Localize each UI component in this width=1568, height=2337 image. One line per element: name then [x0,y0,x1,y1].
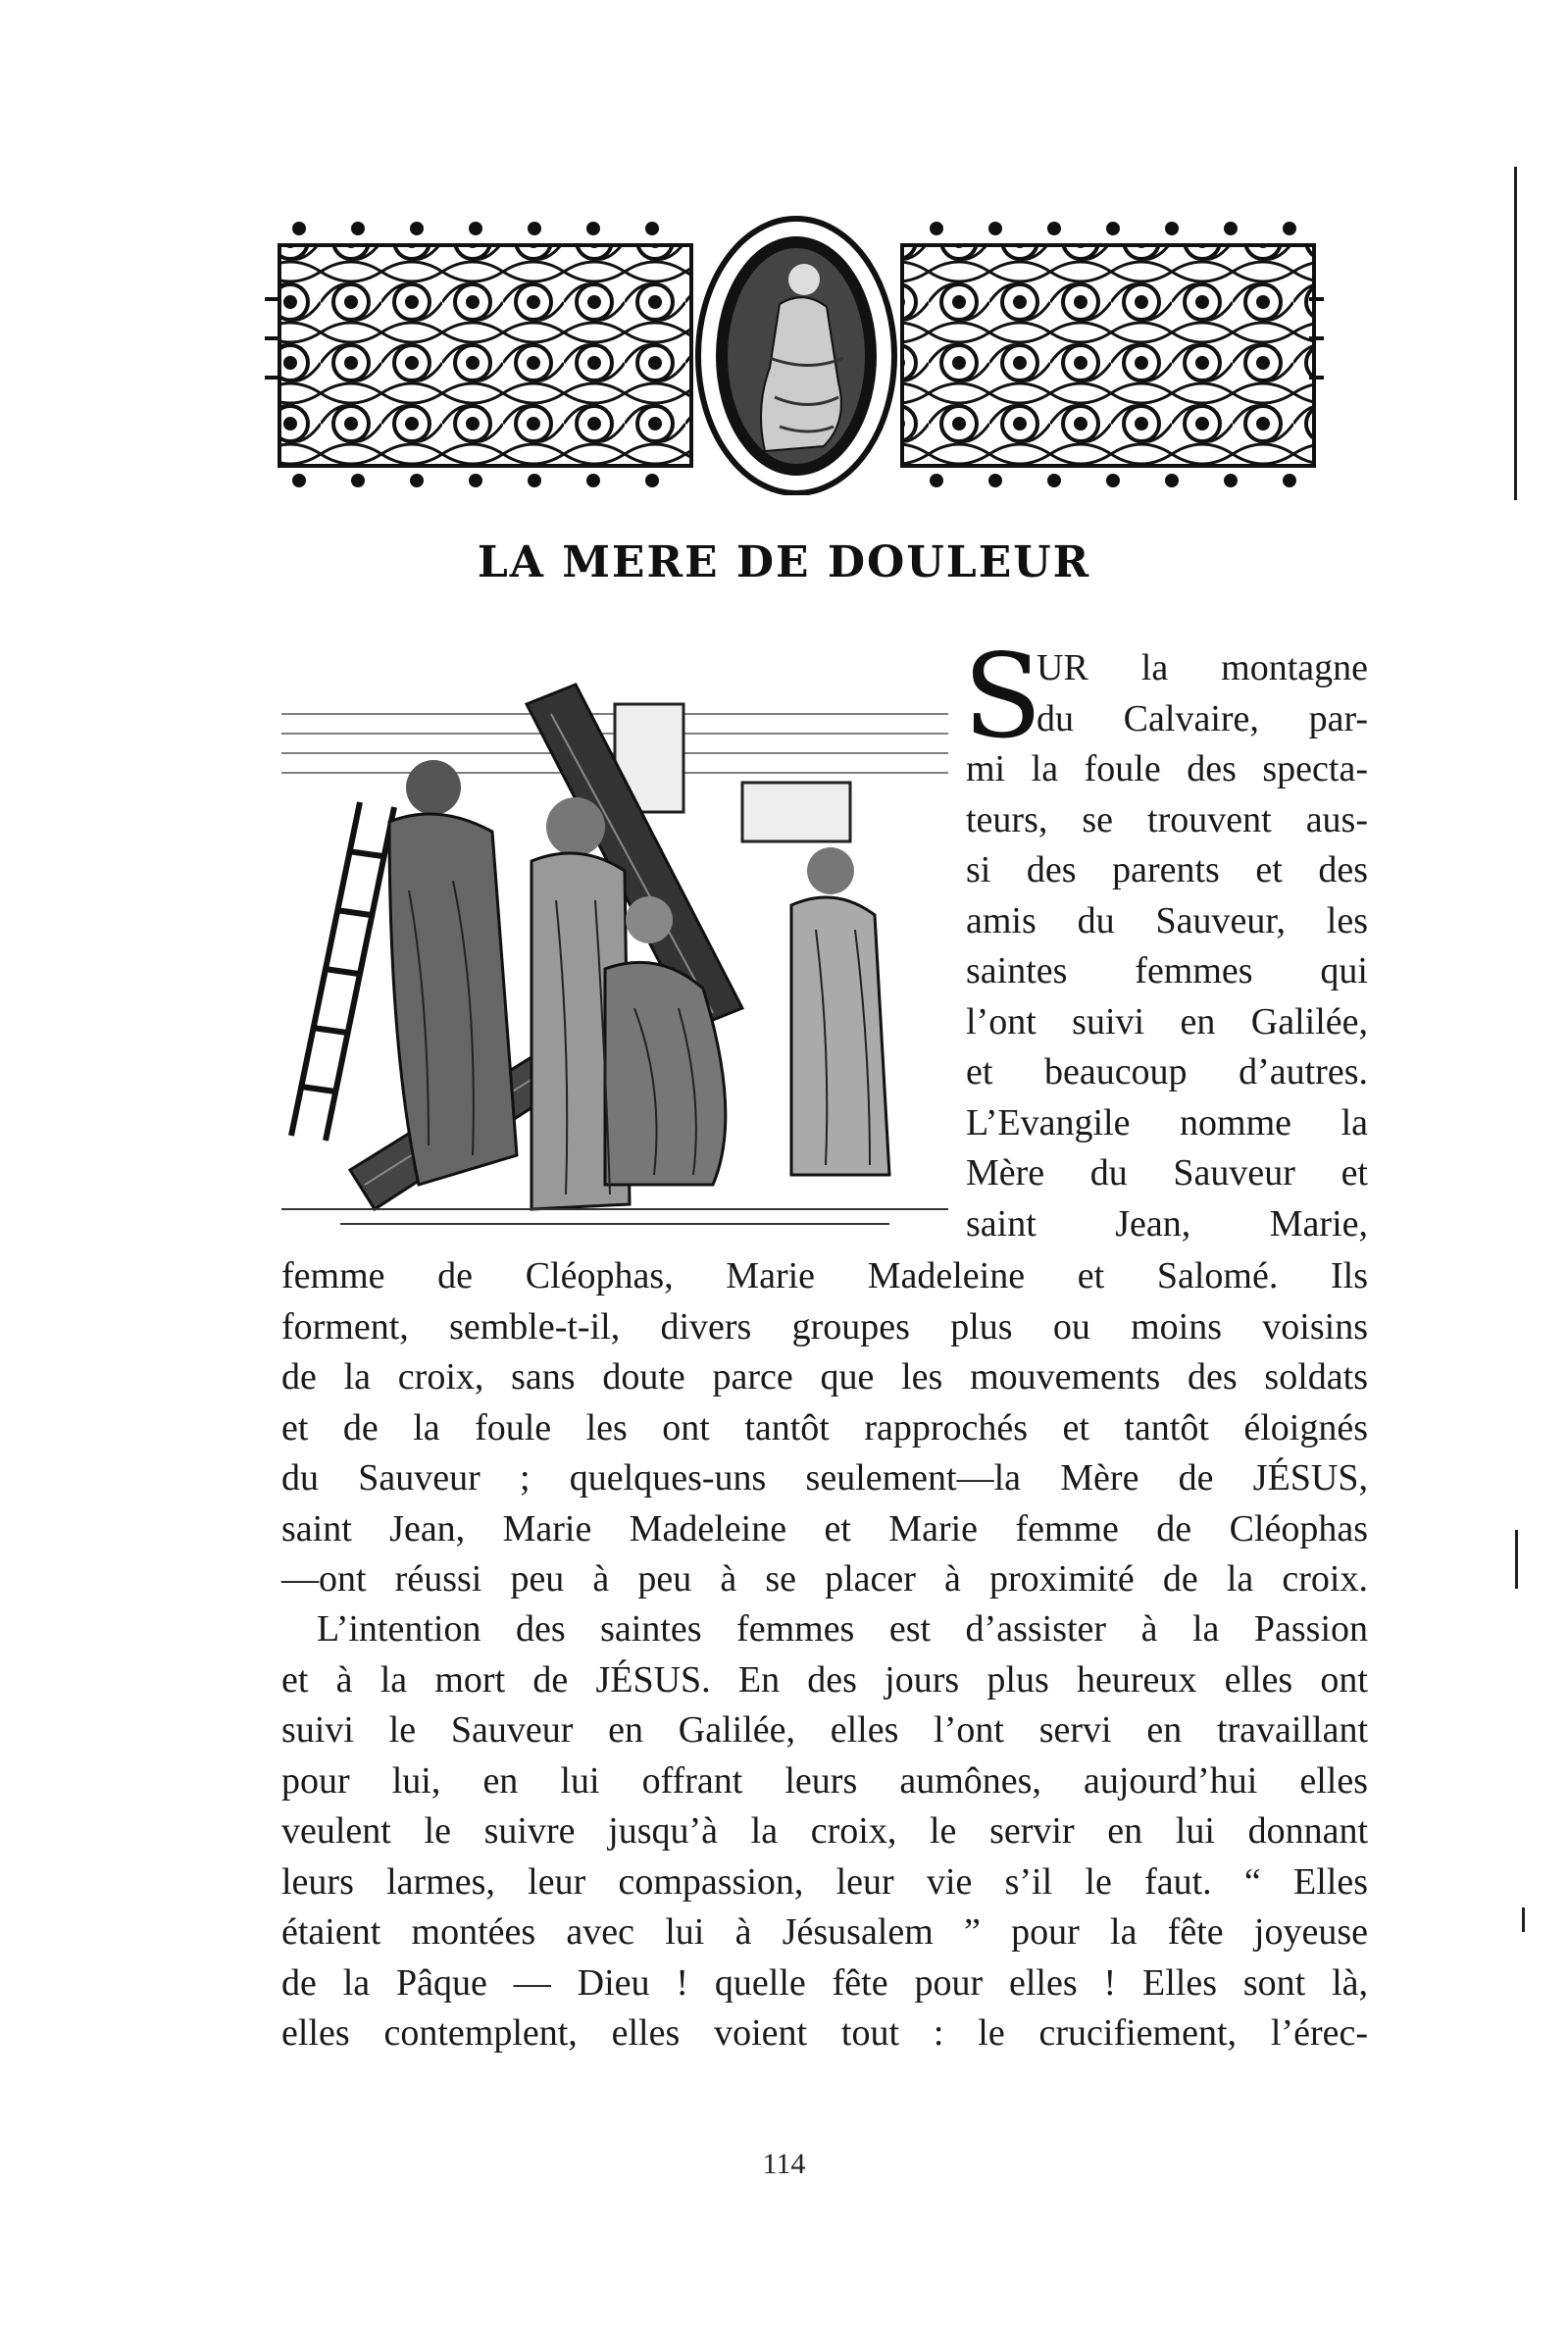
drop-cap: S [963,629,1042,764]
text-line: saint Jean, Marie, [966,1202,1368,1245]
text-line: femme de Cléophas, Marie Madeleine et Salomé. Ils [281,1255,1368,1296]
text-line: étaient montées avec lui à Jésusalem ” pour la fête joyeuse [281,1911,1368,1953]
text-line: veulent le suivre jusqu’à la croix, le servir en lui donnant [281,1810,1368,1852]
text-line: si des parents et des [966,849,1368,890]
page-number: 114 [762,2148,806,2180]
paragraph-1 [281,1251,1368,1605]
text-line: Mère du Sauveur et [966,1152,1368,1194]
text-line: L’Evangile nomme la [966,1101,1368,1143]
text-line: forment, semble-t-il, divers groupes plus ou moins voisins [281,1305,1368,1347]
text-line: et de la foule les ont tantôt rapprochés et tantôt éloignés [281,1406,1368,1448]
text-line: du Calvaire, par- [1037,697,1368,739]
text-line: amis du Sauveur, les [966,899,1368,941]
intro-column [966,643,1368,1249]
text-line: et à la mort de JÉSUS. En des jours plus heureux elles ont [281,1658,1368,1701]
scan-edge-mark [1515,1530,1518,1589]
text-line: du Sauveur ; quelques-uns seulement—la Mère de JÉSUS, [281,1457,1368,1499]
text-line: —ont réussi peu à peu à se placer à proximité de la croix. [281,1558,1368,1600]
scan-edge-mark [1522,1907,1525,1932]
text-line: UR la montagne [1037,647,1368,688]
text-line: L’intention des saintes femmes est d’assister à la Passion [317,1608,1368,1650]
text-line: teurs, se trouvent aus- [966,798,1368,840]
engraving-illustration [281,675,948,1239]
paragraph-2 [281,1604,1368,2059]
text-line: pour lui, en lui offrant leurs aumônes, aujourd’hui elles [281,1759,1368,1802]
text-line: l’ont suivi en Galilée, [966,1000,1368,1042]
text-line: leurs larmes, leur compassion, leur vie s’il le faut. “ Elles [281,1860,1368,1903]
scan-edge-mark [1514,167,1517,500]
header-ornament [260,211,1329,495]
text-line: de la croix, sans doute parce que les mouvements des soldats [281,1356,1368,1397]
text-line: de la Pâque — Dieu ! quelle fête pour elles ! Elles sont là, [281,1961,1368,2004]
text-line: elles contemplent, elles voient tout : le crucifiement, l’érec- [281,2012,1368,2054]
text-line: mi la foule des specta- [966,748,1368,789]
text-line: et beaucoup d’autres. [966,1051,1368,1092]
text-line: saintes femmes qui [966,950,1368,991]
chapter-title: LA MERE DE DOULEUR [477,537,1091,587]
text-line: saint Jean, Marie Madeleine et Marie femme de Cléophas [281,1507,1368,1550]
text-line: suivi le Sauveur en Galilée, elles l’ont servi en travaillant [281,1709,1368,1751]
